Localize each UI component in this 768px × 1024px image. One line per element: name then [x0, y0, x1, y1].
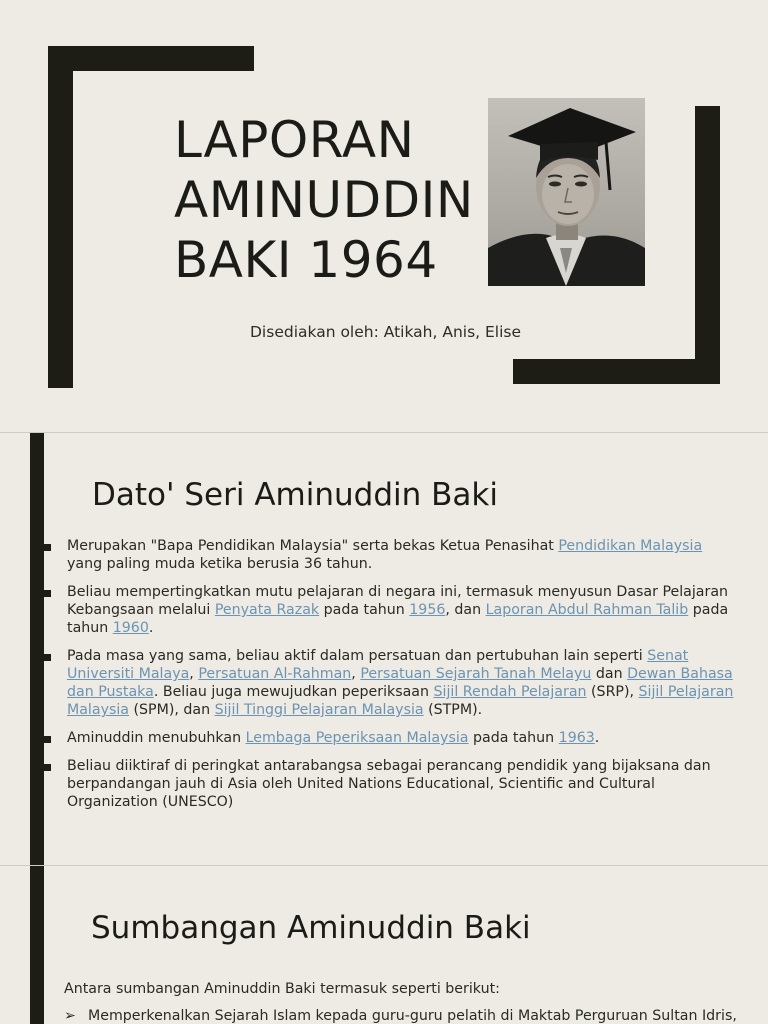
frame-bar-bottom-right-horizontal: [513, 359, 720, 384]
bullet-text: dan: [591, 666, 628, 682]
portrait-photo-icon: [488, 98, 645, 286]
intro-text: Antara sumbangan Aminuddin Baki termasuk seperti berikut:: [64, 981, 500, 997]
portrait-photo: [488, 98, 645, 286]
slide-heading: Sumbangan Aminuddin Baki: [91, 910, 531, 946]
bullet-link[interactable]: 1956: [409, 602, 446, 618]
bullet-text: Pada masa yang sama, beliau aktif dalam persatuan dan pertubuhan lain seperti: [67, 648, 648, 664]
arrow-list-item: [64, 1008, 737, 1024]
bullet-text: . Beliau juga mewujudkan peperiksaan: [153, 684, 434, 700]
frame-bar-top-left-vertical: [48, 46, 73, 388]
title-slide: [0, 0, 768, 432]
biography-slide: [0, 433, 768, 865]
bullet-link[interactable]: Senat Universiti Malaya: [67, 648, 689, 682]
accent-bar: [30, 433, 44, 865]
slide-heading: Dato' Seri Aminuddin Baki: [92, 477, 498, 513]
bullet-text: (SRP),: [586, 684, 639, 700]
slide-title: [174, 110, 474, 290]
bullet-text: Beliau mempertingkatkan mutu pelajaran di negara ini, termasuk menyusun Dasar Pelajaran Kebangsaan melalui: [67, 584, 729, 618]
bullet-link[interactable]: Persatuan Sejarah Tanah Melayu: [360, 666, 592, 682]
bullet-link[interactable]: Sijil Pelajaran Malaysia: [67, 684, 734, 718]
bullet-link[interactable]: Sijil Tinggi Pelajaran Malaysia: [214, 702, 424, 718]
bullet-link[interactable]: 1963: [558, 730, 595, 746]
bullet-item: [44, 647, 734, 719]
bullet-item: [44, 537, 734, 573]
bullet-link[interactable]: Persatuan Al-Rahman: [198, 666, 352, 682]
bullet-text: Beliau diiktiraf di peringkat antarabangsa sebagai perancang pendidik yang bijaksana dan berpandangan jauh di Asia oleh United Nations Educational, Scientific and Cultural Organization (UNESCO): [67, 758, 711, 810]
bullet-text: pada tahun: [468, 730, 559, 746]
bullet-text: .: [594, 730, 600, 746]
bullet-link[interactable]: Dewan Bahasa dan Pustaka: [67, 666, 733, 700]
title-line-1: LAPORAN: [174, 111, 415, 169]
frame-bar-bottom-right-vertical: [695, 106, 720, 384]
bullet-list: [44, 537, 734, 821]
arrow-bullet-icon: ➢: [64, 1008, 76, 1024]
slide-subtitle: Disediakan oleh: Atikah, Anis, Elise: [250, 323, 522, 341]
bullet-text: pada tahun: [319, 602, 410, 618]
bullet-link[interactable]: Pendidikan Malaysia: [558, 538, 703, 554]
bullet-link[interactable]: 1960: [112, 620, 149, 636]
bullet-text: (STPM).: [423, 702, 483, 718]
bullet-text: .: [148, 620, 154, 636]
bullet-text: ,: [351, 666, 361, 682]
frame-bar-top-left-horizontal: [48, 46, 254, 71]
bullet-text: Aminuddin menubuhkan: [67, 730, 246, 746]
bullet-item: [44, 757, 734, 811]
bullet-item: [44, 729, 734, 747]
bullet-text: ,: [189, 666, 199, 682]
bullet-text: Merupakan "Bapa Pendidikan Malaysia" serta bekas Ketua Penasihat: [67, 538, 559, 554]
arrow-list-item-text: Memperkenalkan Sejarah Islam kepada guru-guru pelatih di Maktab Perguruan Sultan Idris,: [88, 1008, 737, 1024]
bullet-text: , dan: [445, 602, 486, 618]
bullet-item: [44, 583, 734, 637]
bullet-text: (SPM), dan: [129, 702, 215, 718]
bullet-link[interactable]: Sijil Rendah Pelajaran: [433, 684, 587, 700]
bullet-link[interactable]: Lembaga Peperiksaan Malaysia: [245, 730, 469, 746]
bullet-link[interactable]: Penyata Razak: [214, 602, 320, 618]
accent-bar: [30, 866, 44, 1024]
bullet-text: yang paling muda ketika berusia 36 tahun.: [67, 556, 373, 572]
title-line-3: BAKI 1964: [174, 231, 438, 289]
title-line-2: AMINUDDIN: [174, 171, 474, 229]
bullet-link[interactable]: Laporan Abdul Rahman Talib: [485, 602, 689, 618]
contributions-slide: [0, 866, 768, 1024]
bullet-text: pada tahun: [67, 602, 729, 636]
